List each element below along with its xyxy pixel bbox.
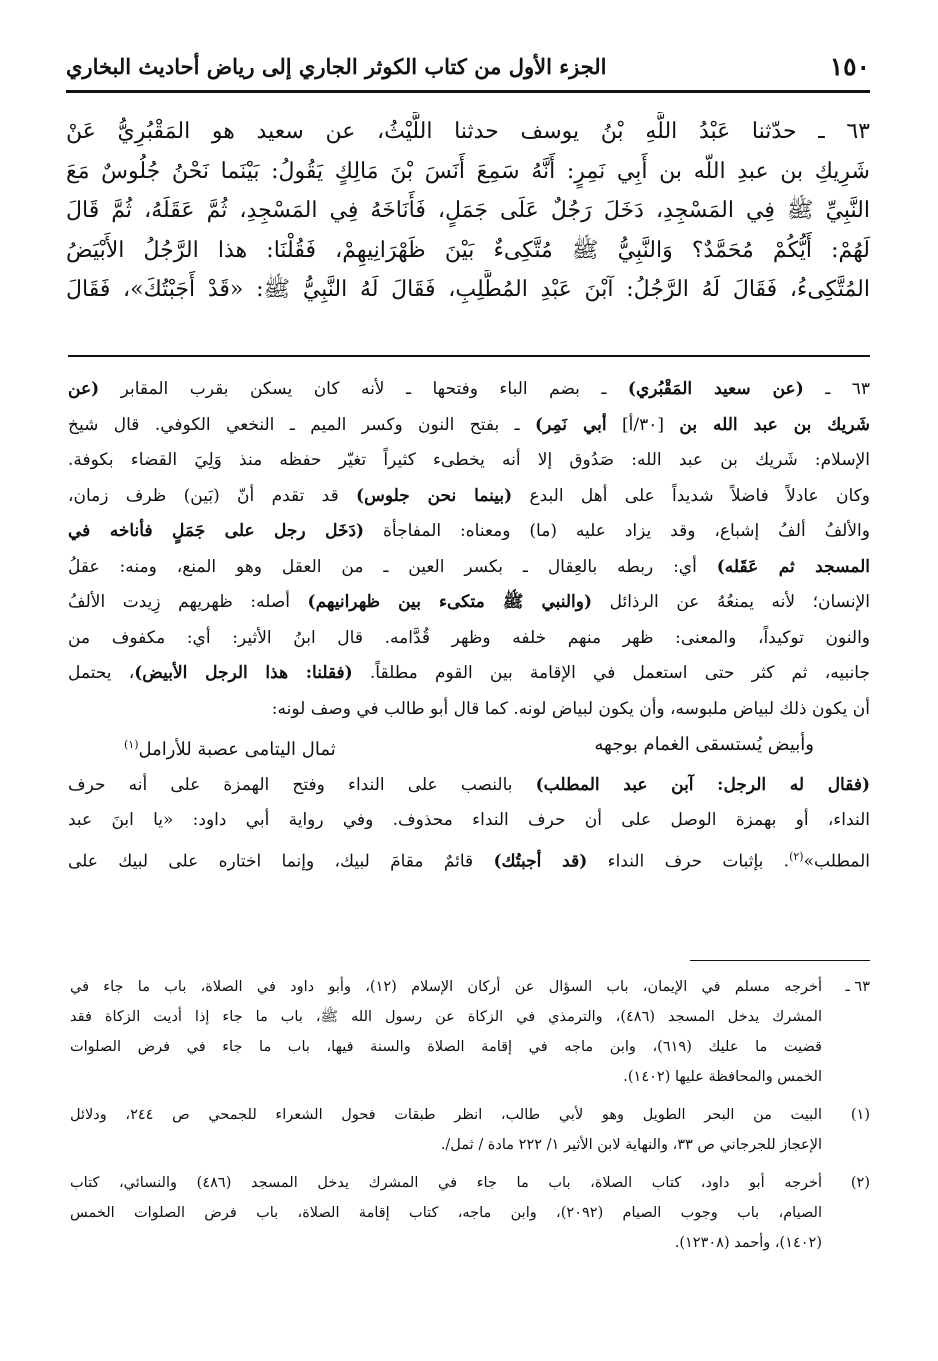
bold-quote: (بينما نحن جلوس) bbox=[356, 485, 513, 506]
text-run: أي: ربطه بالعِقال ـ بكسر العين ـ من العقل وهو المنع، ومنه: عقلُ bbox=[68, 556, 717, 577]
footnote-line: أخرجه أبو داود، كتاب الصلاة، باب ما جاء في المشرك يدخل المسجد (٤٨٦) والنسائي، كتاب bbox=[70, 1175, 822, 1191]
commentary-line: والنون توكيداً، والمعنى: ظهر منهم خلفه وظهر قُدَّامه. قال ابنُ الأثير: أي: مكفوف من bbox=[68, 627, 870, 648]
commentary-text bbox=[68, 372, 870, 880]
bold-quote: المسجد ثم عَقَله) bbox=[716, 556, 870, 577]
commentary-line bbox=[68, 768, 870, 804]
footnote-marker: (٢) bbox=[789, 849, 804, 863]
bold-quote: (قد أجبتُك) bbox=[493, 851, 588, 872]
section-divider bbox=[68, 355, 870, 357]
bold-quote: (والنبي ﷺ متكىء بين ظهرانيهم) bbox=[307, 592, 593, 612]
footnote-line: الخمس والمحافظة عليها (١٤٠٢). bbox=[623, 1069, 822, 1085]
bold-quote: شَريك بن عبد الله بن bbox=[679, 414, 870, 435]
header-divider bbox=[66, 90, 870, 93]
verse-first-hemistich: وأبيض يُستسقى الغمام بوجهه bbox=[594, 734, 814, 755]
text-run: والألفُ ألفُ إشباع، وقد يزاد عليه (ما) ومعناه: المفاجأة bbox=[364, 521, 870, 541]
text-run: الإنسان؛ لأنه يمنعُهُ عن الرذائل bbox=[592, 592, 870, 612]
footnotes bbox=[70, 972, 870, 1266]
bold-quote: (فقلنا: هذا الرجل الأبيض) bbox=[134, 663, 353, 683]
footnote-line: البيت من البحر الطويل وهو لأبي طالب، انظر طبقات فحول الشعراء للجمحي ص ٢٤٤، ودلائل bbox=[70, 1107, 822, 1123]
page-header bbox=[66, 52, 870, 88]
verse-text: ثمال اليتامى عصبة للأرامل bbox=[138, 739, 336, 760]
commentary-line bbox=[68, 550, 870, 586]
footnote-number: (١) bbox=[850, 1107, 870, 1123]
footnote-line: المشرك يدخل المسجد (٤٨٦)، والترمذي في الزكاة عن رسول الله ﷺ، باب ما جاء إذا أديت الزكاة فقد bbox=[70, 1009, 822, 1025]
footnote-number: ٦٣ ـ bbox=[845, 979, 870, 995]
hadith-line: شَرِيكِ بن عبدِ اللّه بن أَبِي نَمِرٍ: أَنَّهُ سَمِعَ أَنَسَ بْنَ مَالِكٍ يَقُولُ: بَيْنَما نَحْنُ جُلُوسٌ مَعَ bbox=[66, 158, 870, 184]
hadith-text bbox=[66, 112, 870, 310]
page-number: ١٥٠ bbox=[829, 52, 870, 81]
commentary-line bbox=[68, 839, 870, 880]
footnote-line: الصيام، باب وجوب الصيام (٢٠٩٢)، وابن ماجه، كتاب إقامة الصلاة، باب فرض الصلوات الخمس bbox=[70, 1205, 822, 1221]
footnote-body bbox=[70, 972, 822, 1092]
text-run: وكان عادلاً فاضلاً شديداً على أهل البدع bbox=[512, 485, 870, 506]
footnote-line: أخرجه مسلم في الإيمان، باب السؤال عن أركان الإسلام (١٢)، وأبو داود في الصلاة، باب ما جاء في bbox=[70, 979, 822, 995]
bold-quote: أبي نَمِر) bbox=[535, 414, 607, 435]
commentary-line: الإسلام: شَريك بن عبد الله: صَدُوق إلا أنه يخطىء كثيراً تغيّر حفظه منذ وَلِيَ القضاء بكوفة. bbox=[68, 450, 870, 470]
commentary-line bbox=[68, 585, 870, 621]
text-run: بالنصب على النداء وفتح الهمزة على أنه حرف bbox=[68, 774, 536, 795]
commentary-line bbox=[68, 656, 870, 692]
footnote-body bbox=[70, 1168, 822, 1258]
text-run: ـ بفتح النون وكسر الميم ـ النخعي الكوفي. قال شيخ bbox=[68, 414, 536, 435]
running-title: الجزء الأول من كتاب الكوثر الجاري إلى رياض أحاديث البخاري bbox=[66, 54, 607, 79]
text-run: أصله: ظهريهم زِيدت الألفُ bbox=[68, 592, 308, 612]
manuscript-ref: [٣٠/أ] bbox=[606, 414, 680, 435]
footnote bbox=[70, 1168, 870, 1258]
text-run: ٦٣ ـ bbox=[803, 379, 870, 399]
text-run: قد تقدم أنّ (بَين) ظرف زمان، bbox=[68, 485, 357, 506]
text-run: جانبيه، ثم كثر حتى استعمل في الإقامة بين القوم مطلقاً. bbox=[352, 663, 870, 683]
commentary-line: النداء، أو بهمزة الوصل على أن حرف النداء محذوف. وفي رواية أبي داود: «يا ابنَ عبد bbox=[68, 810, 870, 830]
commentary-line bbox=[68, 372, 870, 408]
hadith-line: النَّبِيِّ ﷺ فِي المَسْجِدِ، دَخَلَ رَجُلٌ عَلَى جَمَلٍ، فَأَنَاخَهُ فِي المَسْجِدِ، ثُمَّ عَقَلَهُ، ثُمَّ قَالَ bbox=[66, 198, 870, 223]
footnote bbox=[70, 972, 870, 1092]
bold-quote: (دَخَل رجل على جَمَلٍ فأناخه في bbox=[68, 521, 365, 541]
footnote-divider bbox=[690, 960, 870, 961]
commentary-line bbox=[68, 514, 870, 550]
footnote-marker: (١) bbox=[124, 738, 139, 751]
text-run: ، يحتمل bbox=[68, 663, 135, 683]
footnote-line: (١٤٠٢)، وأحمد (١٢٣٠٨). bbox=[674, 1235, 822, 1251]
bold-quote: (عن سعيد المَقْبُري) bbox=[627, 379, 804, 399]
text-run: . بإثبات حرف النداء bbox=[587, 851, 790, 872]
commentary-line: أن يكون ذلك لبياض ملبوسه، وأن يكون لبياض لونه. كما قال أبو طالب في وصف لونه: bbox=[271, 698, 870, 719]
verse-second-hemistich bbox=[124, 727, 336, 768]
footnote-number: (٢) bbox=[850, 1175, 870, 1191]
commentary-line bbox=[68, 479, 870, 515]
footnote-line: قضيت ما عليك (٦١٩)، وابن ماجه في إقامة الصلاة والسنة فيها، باب ما جاء في فرض الصلوات bbox=[70, 1039, 822, 1055]
hadith-line: لَهُمْ: أَيُّكُمْ مُحَمَّدٌ؟ وَالنَّبِيُّ ﷺ مُتَّكِىءٌ بَيْنَ ظَهْرَانِيهِمْ، فَقُلْنَا: هذا الرَّجُلُ الأَبْيَضُ bbox=[66, 237, 870, 263]
footnote-line: الإعجاز للجرجاني ص ٣٣، والنهاية لابن الأثير ١/ ٢٢٢ مادة / ثمل/. bbox=[440, 1137, 822, 1153]
commentary-line bbox=[68, 408, 870, 444]
footnote bbox=[70, 1100, 870, 1160]
text-run: قائمٌ مقامَ لبيك، وإنما اختاره على لبيك على bbox=[68, 851, 494, 872]
text-run: ـ بضم الباء وفتحها ـ لأنه كان يسكن بقرب المقابر bbox=[99, 379, 628, 399]
bold-quote: (عن bbox=[68, 379, 100, 399]
hadith-line: المُتَّكِىءُ، فَقَالَ لَهُ الرَّجُلُ: آبْنَ عَبْدِ المُطَّلِبِ، فَقَالَ لَهُ النَّبِيُّ ﷺ: «قَدْ أَجَبْتُكَ»، فَقَالَ bbox=[66, 277, 870, 302]
footnote-body bbox=[70, 1100, 822, 1160]
text-run: المطلب» bbox=[803, 851, 870, 872]
bold-quote: (فقال له الرجل: آبن عبد المطلب) bbox=[535, 774, 870, 795]
hadith-line: ٦٣ ـ حدّثنا عَبْدُ اللَّهِ بْنُ يوسف حدثنا اللَّيْثُ، عن سعيد هو المَقْبُرِيُّ عَنْ bbox=[66, 119, 870, 144]
poetry-verse bbox=[68, 727, 870, 768]
